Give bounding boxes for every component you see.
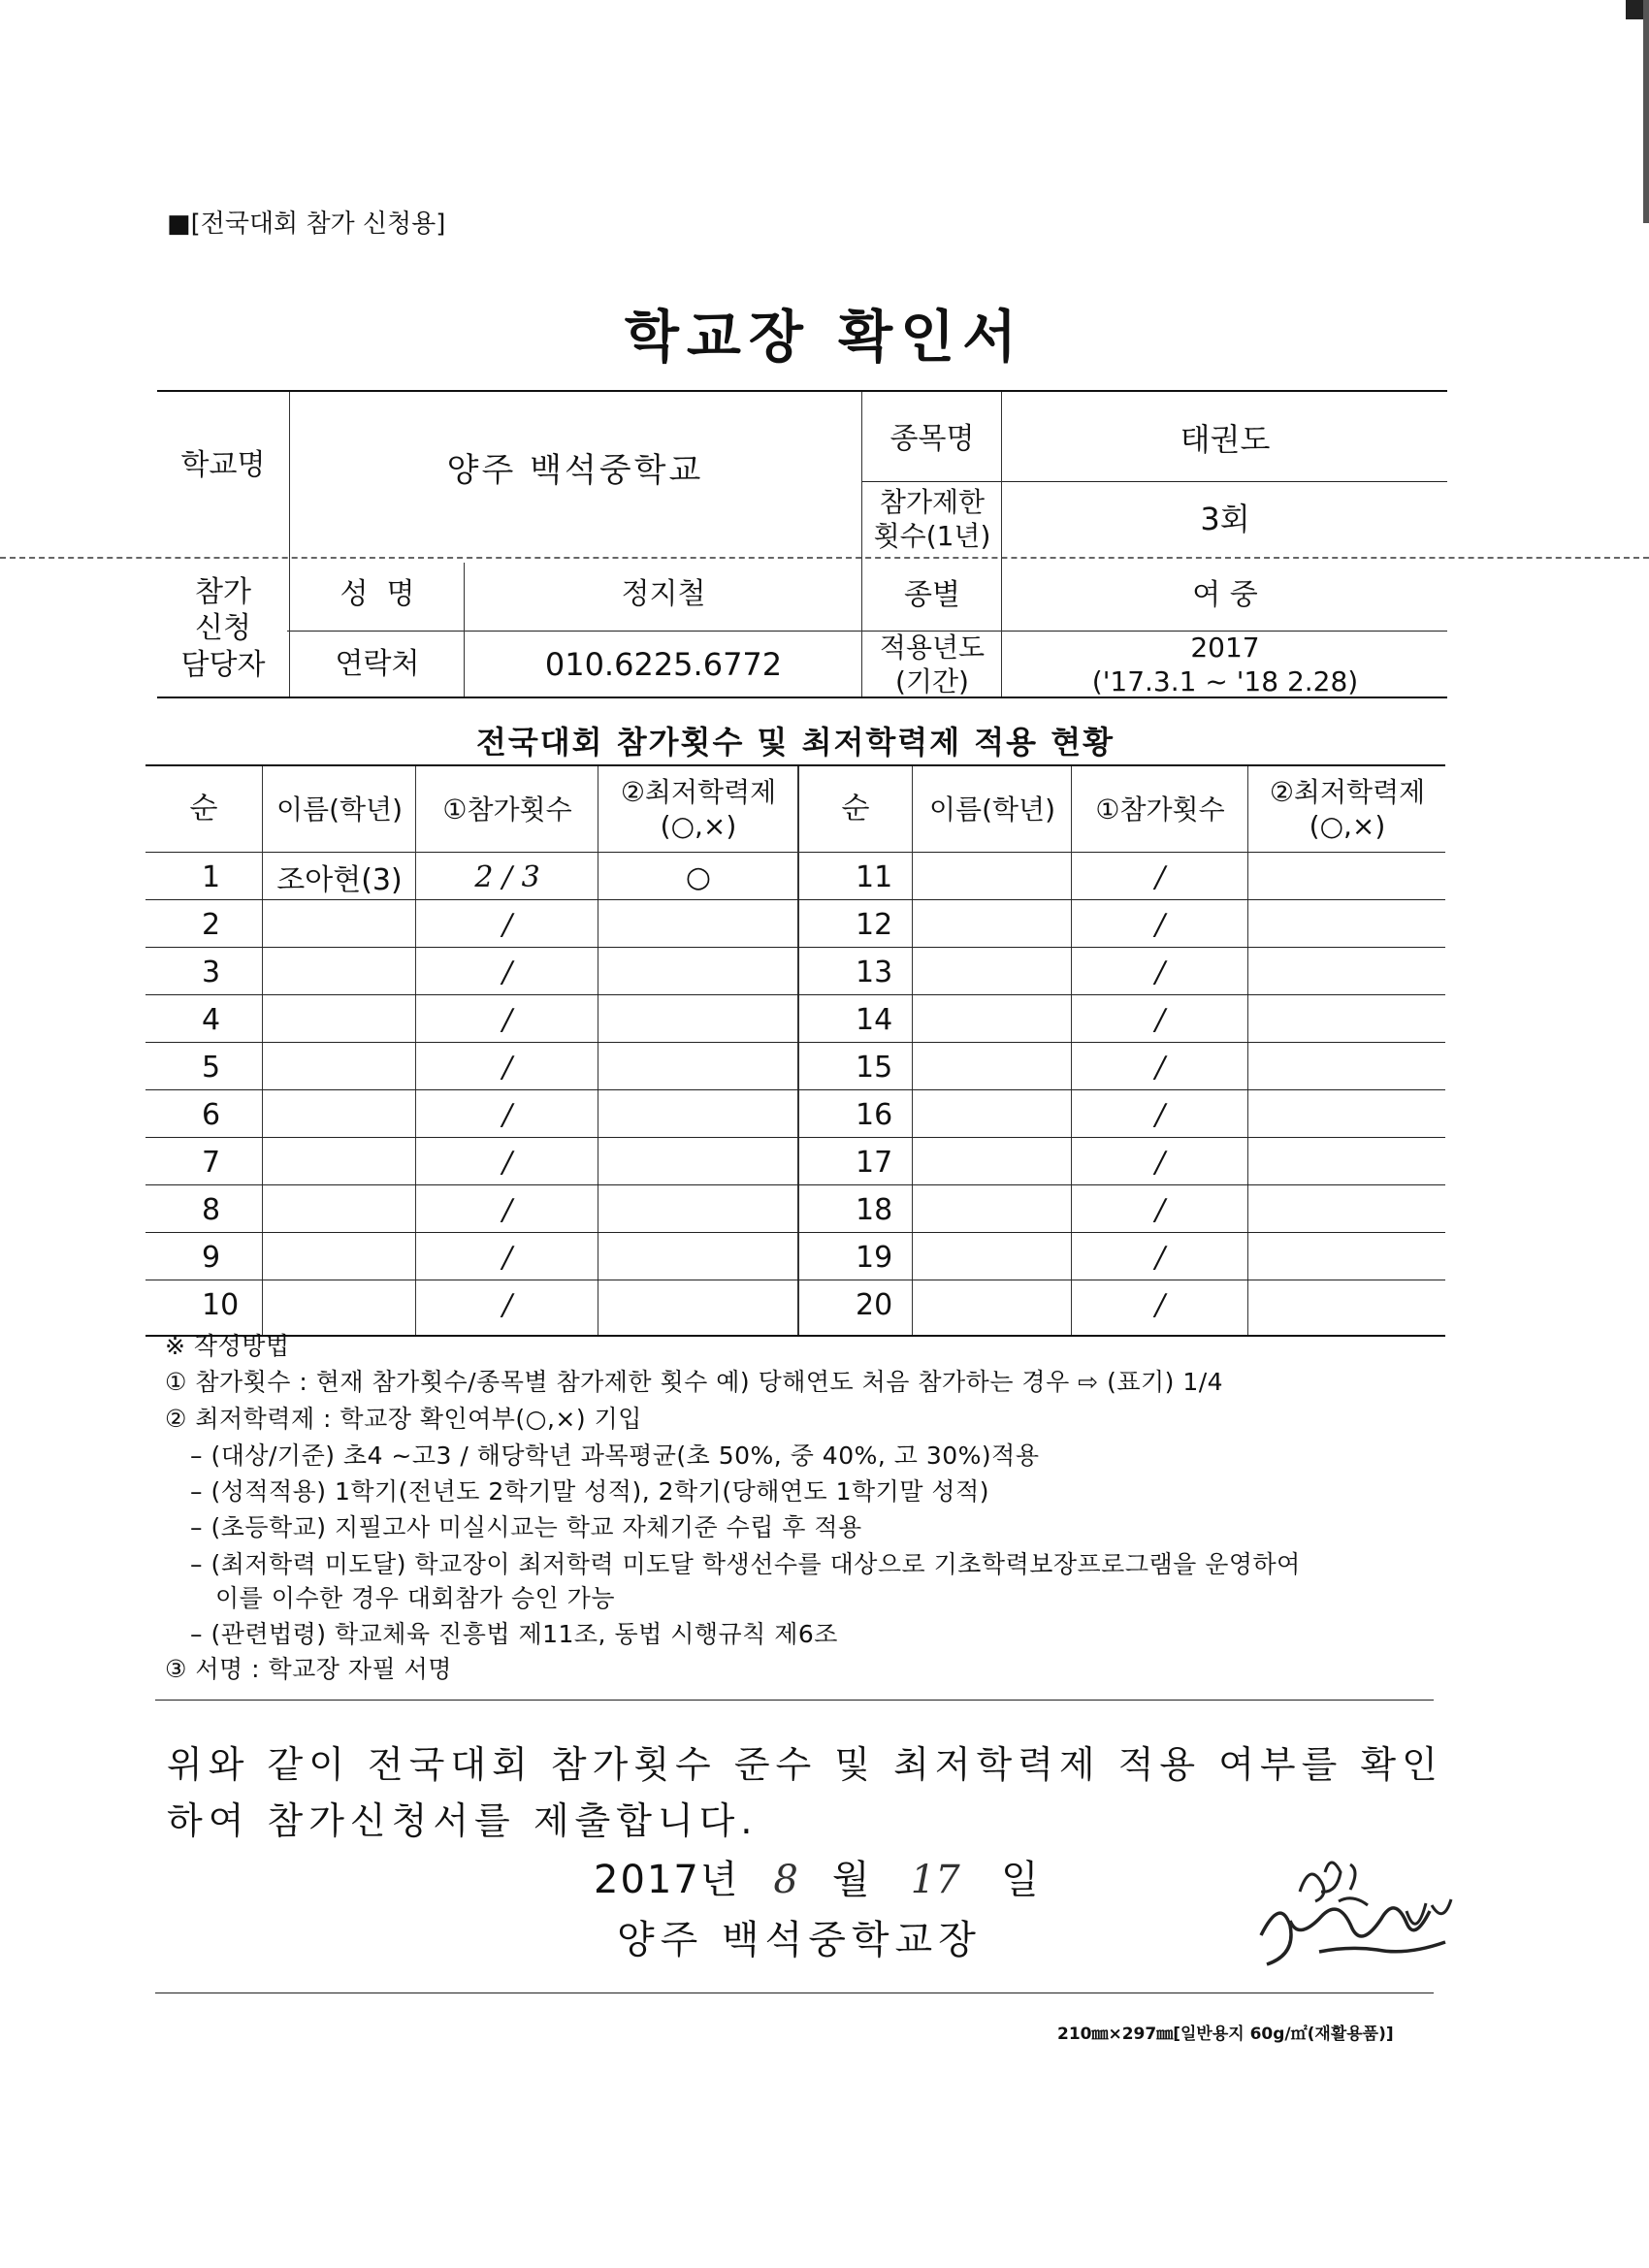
right-count-cell: / bbox=[1154, 1145, 1166, 1180]
signer-name: 양주 백석중학교장 bbox=[617, 1918, 982, 1962]
declaration-top-line bbox=[155, 1700, 1434, 1701]
left-name-cell bbox=[264, 996, 415, 1043]
category-value: 여 중 bbox=[1192, 578, 1258, 613]
right-name-cell bbox=[914, 1139, 1071, 1185]
principal-signature bbox=[1242, 1843, 1474, 1989]
table-row bbox=[146, 949, 1445, 995]
header-min-left-line1: ②최저학력제 bbox=[620, 776, 777, 808]
left-seq-cell: 4 bbox=[202, 1002, 221, 1037]
info-line-name bbox=[287, 631, 1447, 632]
left-min-cell bbox=[599, 1186, 797, 1233]
year-value bbox=[1003, 632, 1447, 697]
left-name-cell bbox=[264, 1139, 415, 1185]
left-seq-cell: 3 bbox=[202, 955, 221, 989]
left-min-cell bbox=[599, 949, 797, 995]
info-vline-3 bbox=[861, 392, 862, 697]
right-count-cell: / bbox=[1154, 859, 1166, 894]
school-label: 학교명 bbox=[180, 448, 266, 483]
left-name-cell bbox=[264, 949, 415, 995]
info-vline-4 bbox=[1001, 392, 1002, 697]
left-seq-cell: 8 bbox=[202, 1192, 221, 1227]
limit-label bbox=[863, 481, 1001, 557]
left-count-cell: / bbox=[501, 1050, 513, 1085]
header-count-left: ①참가횟수 bbox=[442, 793, 572, 826]
note-1: ① 참가횟수 : 현재 참가횟수/종목별 참가제한 횟수 예) 당해연도 처음 참가하는 경우 ⇨ (표기) 1/4 bbox=[165, 1368, 1224, 1396]
left-min-cell bbox=[599, 1044, 797, 1090]
right-min-cell bbox=[1249, 949, 1445, 995]
right-seq-cell: 13 bbox=[856, 955, 893, 989]
right-min-cell bbox=[1249, 1091, 1445, 1138]
right-count-cell: / bbox=[1154, 1287, 1166, 1322]
left-count-cell: / bbox=[501, 907, 513, 942]
left-seq-cell: 2 bbox=[202, 907, 221, 942]
right-min-cell bbox=[1249, 1139, 1445, 1185]
row-divider bbox=[146, 1137, 1445, 1138]
right-name-cell bbox=[914, 1281, 1071, 1328]
row-divider bbox=[146, 994, 1445, 995]
note-2: ② 최저학력제 : 학교장 확인여부(○,×) 기입 bbox=[165, 1405, 642, 1433]
right-count-cell: / bbox=[1154, 955, 1166, 989]
right-min-cell bbox=[1249, 1044, 1445, 1090]
manager-label-line2: 신청 bbox=[195, 611, 251, 646]
name-value: 정지철 bbox=[621, 577, 706, 612]
right-count-cell: / bbox=[1154, 1097, 1166, 1132]
right-name-cell bbox=[914, 901, 1071, 948]
right-count-cell: / bbox=[1154, 1050, 1166, 1085]
left-count-cell: / bbox=[501, 1145, 513, 1180]
left-name-cell bbox=[264, 1281, 415, 1328]
left-count-cell: / bbox=[501, 1002, 513, 1037]
contact-label: 연락처 bbox=[335, 647, 420, 682]
right-min-cell bbox=[1249, 854, 1445, 900]
date-line bbox=[594, 1849, 1039, 1904]
left-min-cell bbox=[599, 996, 797, 1043]
row-divider bbox=[146, 1184, 1445, 1185]
manager-label-line1: 참가 bbox=[195, 574, 251, 609]
right-count-cell: / bbox=[1154, 1192, 1166, 1227]
header-name-left: 이름(학년) bbox=[275, 793, 404, 826]
left-min-cell bbox=[599, 1091, 797, 1138]
sport-value: 태권도 bbox=[1180, 421, 1271, 458]
notes-heading: ※ 작성방법 bbox=[165, 1332, 290, 1360]
header-min-right-line2: (○,×) bbox=[1309, 810, 1386, 842]
right-min-cell bbox=[1249, 996, 1445, 1043]
info-vline-1 bbox=[289, 392, 290, 697]
info-top-border bbox=[157, 390, 1447, 392]
right-seq-cell: 12 bbox=[856, 907, 893, 942]
status-title: 전국대회 참가횟수 및 최저학력제 적용 현황 bbox=[475, 724, 1116, 761]
right-name-cell bbox=[914, 1044, 1071, 1090]
note-2b: – (성적적용) 1학기(전년도 2학기말 성적), 2학기(당해연도 1학기말 성적) bbox=[190, 1477, 989, 1506]
right-min-cell bbox=[1249, 1281, 1445, 1328]
note-3: ③ 서명 : 학교장 자필 서명 bbox=[165, 1655, 452, 1683]
limit-value: 3회 bbox=[1200, 501, 1250, 537]
left-name-cell bbox=[264, 901, 415, 948]
right-name-cell bbox=[914, 996, 1071, 1043]
right-min-cell bbox=[1249, 1234, 1445, 1280]
row-divider bbox=[146, 947, 1445, 948]
date-day-unit: 일 bbox=[1000, 1858, 1039, 1902]
declaration-line1: 위와 같이 전국대회 참가횟수 준수 및 최저학력제 적용 여부를 확인 bbox=[167, 1743, 1443, 1786]
page-title: 학교장 확인서 bbox=[624, 304, 1025, 370]
left-count-cell: / bbox=[501, 1287, 513, 1322]
date-month: 8 bbox=[773, 1858, 798, 1902]
right-min-cell bbox=[1249, 901, 1445, 948]
year-value-year: 2017 bbox=[1190, 632, 1260, 664]
table-header-bottom bbox=[146, 852, 1445, 853]
contact-value: 010.6225.6772 bbox=[544, 646, 783, 683]
left-count-cell: / bbox=[501, 955, 513, 989]
left-count-cell: / bbox=[501, 1097, 513, 1132]
left-name-cell bbox=[264, 1044, 415, 1090]
name-label: 성 명 bbox=[340, 577, 415, 612]
right-seq-cell: 18 bbox=[856, 1192, 893, 1227]
header-seq-left: 순 bbox=[189, 792, 218, 826]
header-min-right bbox=[1249, 766, 1445, 852]
declaration-line2: 하여 참가신청서를 제출합니다. bbox=[167, 1799, 759, 1842]
table-row bbox=[146, 854, 1445, 900]
school-name: 양주 백석중학교 bbox=[446, 450, 704, 490]
left-seq-cell: 1 bbox=[202, 859, 221, 894]
year-label-line1: 적용년도 bbox=[879, 632, 986, 664]
right-seq-cell: 17 bbox=[856, 1145, 893, 1180]
date-year: 2017년 bbox=[594, 1858, 740, 1902]
year-label-line2: (기간) bbox=[895, 665, 969, 697]
right-seq-cell: 19 bbox=[856, 1240, 893, 1275]
right-name-cell bbox=[914, 949, 1071, 995]
left-min-cell bbox=[599, 1281, 797, 1328]
right-seq-cell: 11 bbox=[856, 859, 893, 894]
header-name-right: 이름(학년) bbox=[928, 793, 1056, 826]
limit-label-line1: 참가제한 bbox=[879, 486, 986, 518]
right-name-cell bbox=[914, 854, 1071, 900]
year-label bbox=[863, 632, 1001, 697]
info-vline-2 bbox=[464, 563, 465, 697]
table-bottom-border bbox=[146, 1335, 1445, 1337]
right-count-cell: / bbox=[1154, 1002, 1166, 1037]
left-count-cell: / bbox=[501, 1192, 513, 1227]
table-row bbox=[146, 1139, 1445, 1185]
scan-edge-right bbox=[1643, 0, 1649, 223]
left-seq-cell: 9 bbox=[202, 1240, 221, 1275]
date-day: 17 bbox=[910, 1858, 960, 1902]
left-name-cell bbox=[264, 1234, 415, 1280]
note-2c: – (초등학교) 지필고사 미실시교는 학교 자체기준 수립 후 적용 bbox=[190, 1513, 862, 1541]
note-2d: – (최저학력 미도달) 학교장이 최저학력 미도달 학생선수를 대상으로 기초학력보장프로그램을 운영하여 bbox=[190, 1550, 1301, 1578]
left-name-cell: 조아현(3) bbox=[276, 863, 403, 897]
sport-label: 종목명 bbox=[889, 422, 975, 457]
left-count-cell: / bbox=[501, 1240, 513, 1275]
table-row bbox=[146, 996, 1445, 1043]
row-divider bbox=[146, 1089, 1445, 1090]
paper-spec: 210㎜×297㎜[일반용지 60g/㎡(재활용품)] bbox=[1057, 2025, 1394, 2044]
left-name-cell bbox=[264, 1186, 415, 1233]
form-type-label: ■[전국대회 참가 신청용] bbox=[167, 210, 446, 239]
note-2a: – (대상/기준) 초4 ~고3 / 해당학년 과목평균(초 50%, 중 40%, 고 30%)적용 bbox=[190, 1442, 1040, 1470]
left-min-cell: ○ bbox=[685, 859, 712, 894]
right-seq-cell: 16 bbox=[856, 1097, 893, 1132]
left-name-cell bbox=[264, 1091, 415, 1138]
left-seq-cell: 7 bbox=[202, 1145, 221, 1180]
table-row bbox=[146, 1281, 1445, 1328]
header-count-right: ①참가횟수 bbox=[1095, 793, 1225, 826]
right-name-cell bbox=[914, 1091, 1071, 1138]
table-row bbox=[146, 1091, 1445, 1138]
header-min-left-line2: (○,×) bbox=[660, 810, 737, 842]
left-min-cell bbox=[599, 1139, 797, 1185]
left-seq-cell: 10 bbox=[202, 1287, 240, 1322]
right-count-cell: / bbox=[1154, 907, 1166, 942]
header-seq-right: 순 bbox=[841, 792, 870, 826]
header-min-right-line1: ②최저학력제 bbox=[1269, 776, 1426, 808]
row-divider bbox=[146, 1232, 1445, 1233]
right-min-cell bbox=[1249, 1186, 1445, 1233]
note-2d-cont: 이를 이수한 경우 대회참가 승인 가능 bbox=[215, 1584, 615, 1612]
limit-label-line2: 횟수(1년) bbox=[873, 520, 991, 552]
right-seq-cell: 20 bbox=[856, 1287, 893, 1322]
date-month-unit: 월 bbox=[831, 1858, 870, 1902]
row-divider bbox=[146, 899, 1445, 900]
right-seq-cell: 14 bbox=[856, 1002, 893, 1037]
row-divider bbox=[146, 1042, 1445, 1043]
note-2e: – (관련법령) 학교체육 진흥법 제11조, 동법 시행규칙 제6조 bbox=[190, 1620, 838, 1648]
manager-label-line3: 담당자 bbox=[180, 647, 266, 682]
left-min-cell bbox=[599, 901, 797, 948]
left-min-cell bbox=[599, 1234, 797, 1280]
table-row bbox=[146, 1044, 1445, 1090]
left-seq-cell: 6 bbox=[202, 1097, 221, 1132]
right-name-cell bbox=[914, 1186, 1071, 1233]
left-seq-cell: 5 bbox=[202, 1050, 221, 1085]
year-value-period: ('17.3.1 ~ '18 2.28) bbox=[1091, 665, 1359, 697]
info-fold-line bbox=[0, 557, 1649, 559]
left-count-cell: 2 / 3 bbox=[474, 859, 540, 894]
right-name-cell bbox=[914, 1234, 1071, 1280]
category-label: 종별 bbox=[904, 578, 960, 613]
header-min-left bbox=[599, 766, 797, 852]
right-count-cell: / bbox=[1154, 1240, 1166, 1275]
table-row bbox=[146, 1234, 1445, 1280]
right-seq-cell: 15 bbox=[856, 1050, 893, 1085]
manager-label bbox=[157, 561, 289, 697]
table-row bbox=[146, 1186, 1445, 1233]
table-row bbox=[146, 901, 1445, 948]
